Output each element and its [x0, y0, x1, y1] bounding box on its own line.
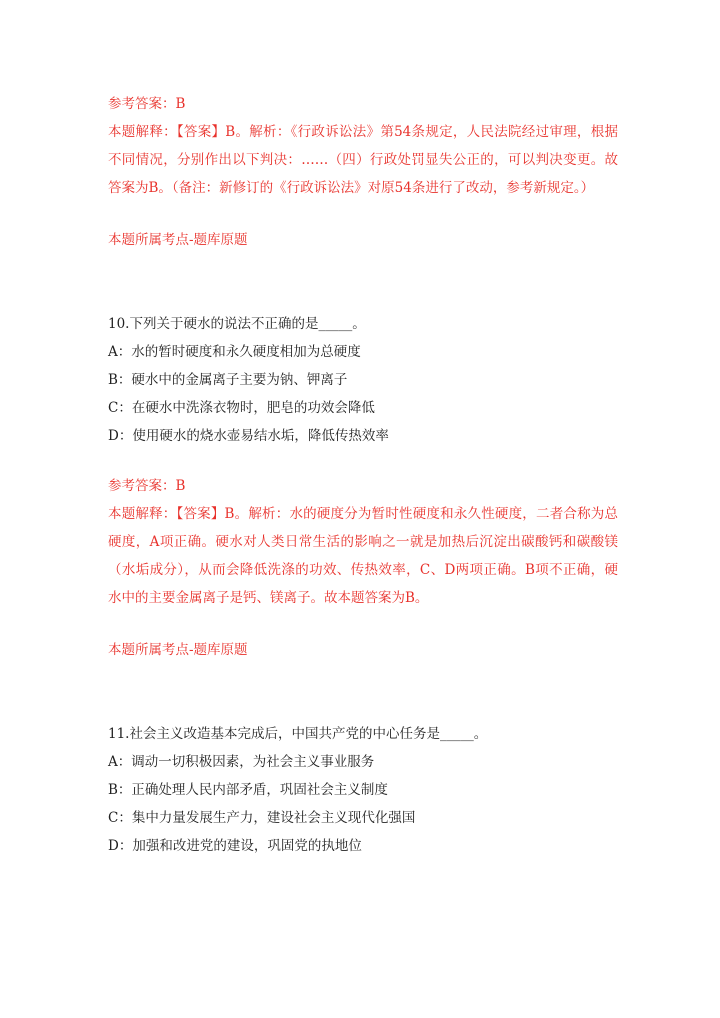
explanation-text: 本题解释：【答案】B。解析：水的硬度分为暂时性硬度和永久性硬度，二者合称为总硬度，A项正确。硬水对人类日常生活的影响之一就是加热后沉淀出碳酸钙和碳酸镁（水垢成分），从而会降低洗涤的功效、传热效率，C、D两项正确。B项不正确，硬水中的主要金属离子是钙、镁离子。故本题答案为B。 — [108, 506, 618, 606]
answer-line: 参考答案：B — [108, 478, 186, 494]
answer-line: 参考答案：B — [108, 96, 186, 112]
explanation-text: 本题解释：【答案】B。解析：《行政诉讼法》第54条规定，人民法院经过审理，根据不同情况，分别作出以下判决：……（四）行政处罚显失公正的，可以判决变更。故答案为B。（备注：新修订的《行政诉讼法》对原54条进行了改动，参考新规定。） — [108, 124, 618, 196]
source-note: 本题所属考点-题库原题 — [108, 232, 248, 248]
source-note: 本题所属考点-题库原题 — [108, 642, 248, 658]
question-title: 11.社会主义改造基本完成后，中国共产党的中心任务是_____。 — [108, 726, 488, 742]
option-c: C：集中力量发展生产力，建设社会主义现代化强国 — [108, 810, 416, 826]
option-b: B：正确处理人民内部矛盾，巩固社会主义制度 — [108, 782, 388, 798]
option-d: D：使用硬水的烧水壶易结水垢，降低传热效率 — [108, 428, 389, 444]
option-d: D：加强和改进党的建设，巩固党的执地位 — [108, 838, 362, 854]
question-title: 10.下列关于硬水的说法不正确的是_____。 — [108, 316, 366, 332]
option-a: A：调动一切积极因素，为社会主义事业服务 — [108, 754, 375, 770]
option-c: C：在硬水中洗涤衣物时，肥皂的功效会降低 — [108, 400, 375, 416]
page-content — [108, 90, 618, 860]
option-b: B：硬水中的金属离子主要为钠、钾离子 — [108, 372, 348, 388]
option-a: A：水的暂时硬度和永久硬度相加为总硬度 — [108, 344, 361, 360]
